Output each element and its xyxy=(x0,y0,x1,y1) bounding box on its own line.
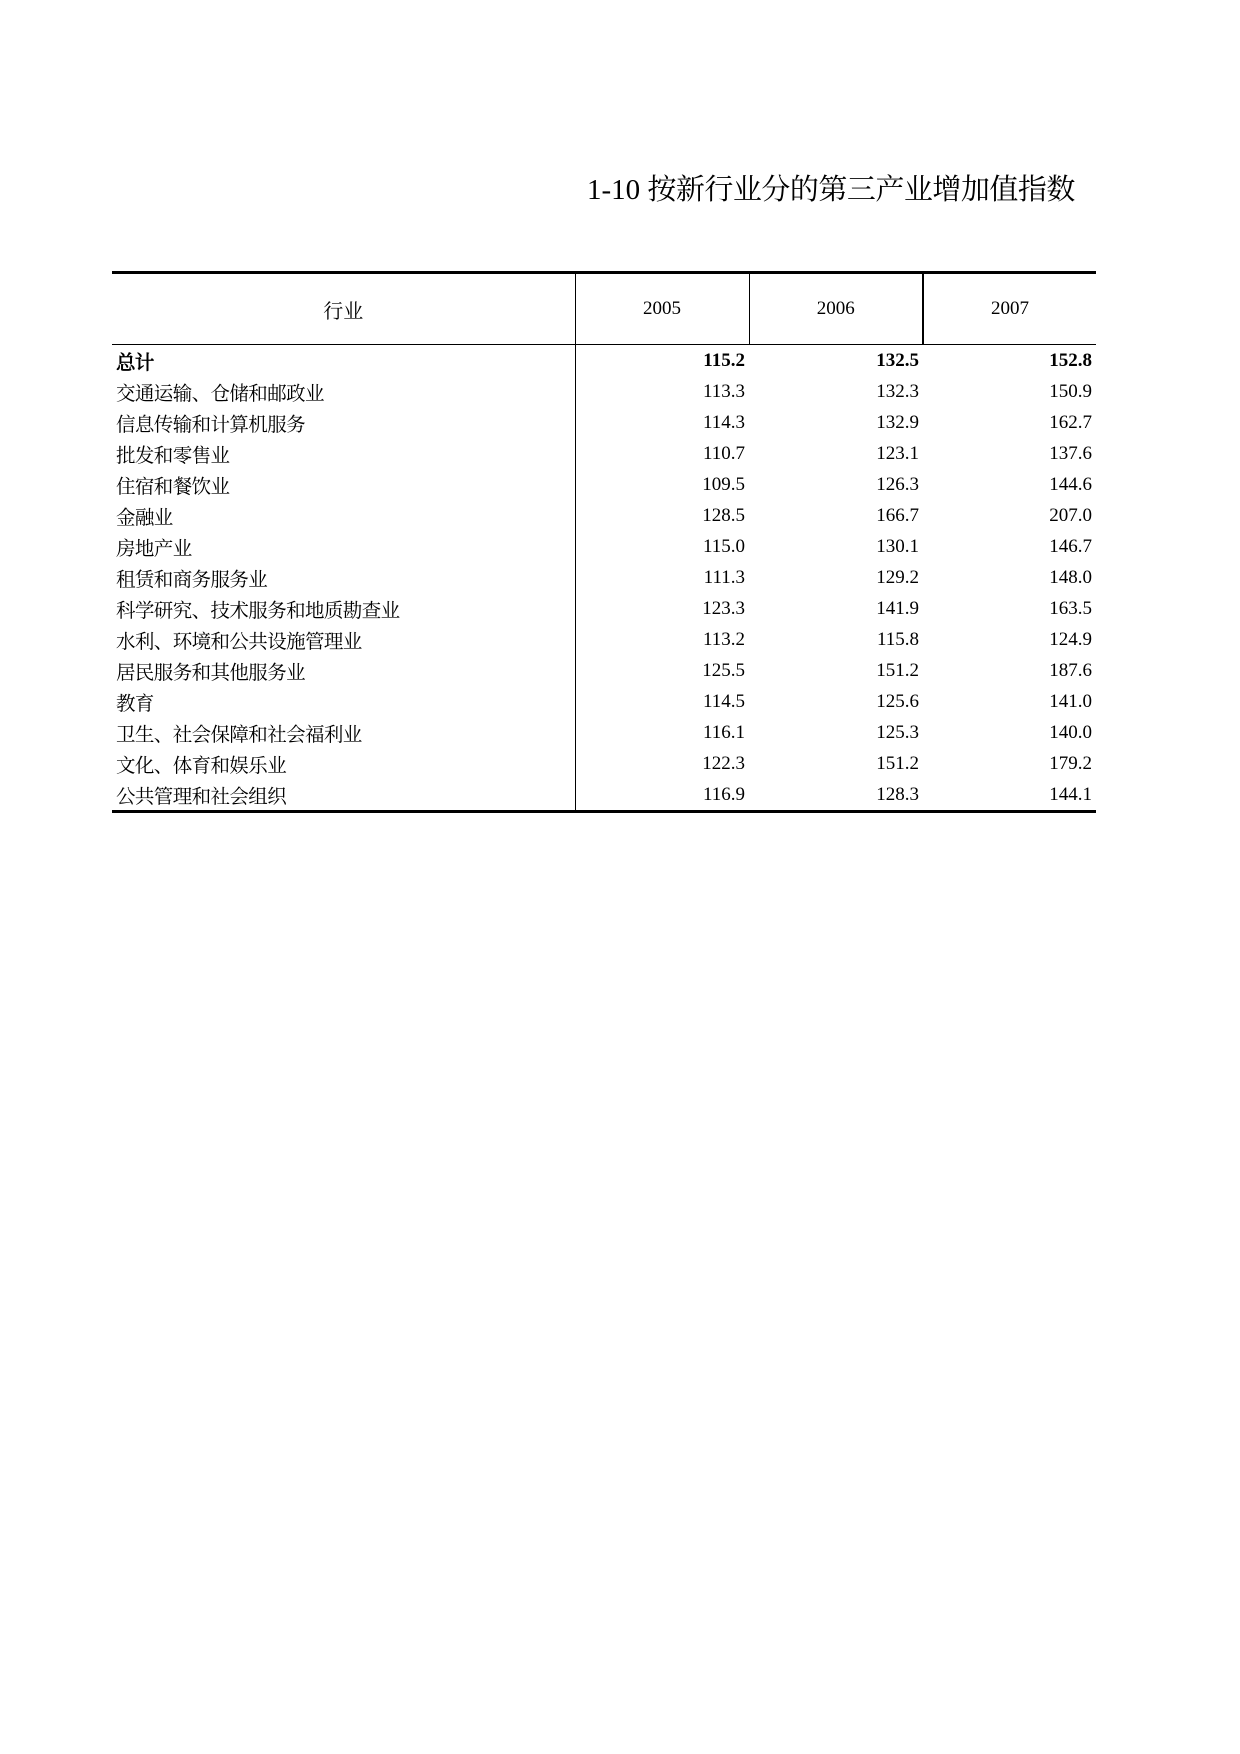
index-value: 116.9 xyxy=(575,779,749,812)
index-value: 179.2 xyxy=(1049,752,1092,774)
index-value: 166.7 xyxy=(876,504,919,526)
index-value: 123.1 xyxy=(876,442,919,464)
industry-name: 总计 xyxy=(112,345,575,377)
column-header-year: 2005 xyxy=(575,273,749,345)
industry-name: 房地产业 xyxy=(112,531,575,562)
index-value: 144.6 xyxy=(1049,473,1092,495)
index-value: 207.0 xyxy=(1049,504,1092,526)
index-value: 151.2 xyxy=(876,752,919,774)
industry-name: 居民服务和其他服务业 xyxy=(112,655,575,686)
index-value: 115.8 xyxy=(876,628,919,650)
index-value: 132.9 xyxy=(876,411,919,433)
industry-name: 水利、环境和公共设施管理业 xyxy=(112,624,575,655)
index-table xyxy=(112,271,1096,813)
industry-name: 租赁和商务服务业 xyxy=(112,562,575,593)
table-row xyxy=(112,407,1096,438)
column-header-year: 2007 xyxy=(923,273,1096,345)
index-value: 110.7 xyxy=(702,442,745,464)
industry-name: 金融业 xyxy=(112,500,575,531)
index-value: 126.3 xyxy=(876,473,919,495)
index-value: 125.3 xyxy=(876,721,919,743)
industry-name: 批发和零售业 xyxy=(112,438,575,469)
index-value: 146.7 xyxy=(1049,535,1092,557)
table-row xyxy=(112,748,1096,779)
table-row xyxy=(112,562,1096,593)
table-number: 1-10 xyxy=(587,174,641,206)
index-value: 111.3 xyxy=(703,566,745,588)
table-row xyxy=(112,438,1096,469)
index-value: 148.0 xyxy=(1049,566,1092,588)
industry-name: 住宿和餐饮业 xyxy=(112,469,575,500)
index-value: 144.1 xyxy=(923,779,1096,812)
index-table-container xyxy=(112,271,1096,813)
index-value: 122.3 xyxy=(702,752,745,774)
table-row xyxy=(112,717,1096,748)
industry-name: 教育 xyxy=(112,686,575,717)
index-value: 125.5 xyxy=(702,659,745,681)
industry-name: 信息传输和计算机服务 xyxy=(112,407,575,438)
index-value: 115.2 xyxy=(703,349,745,371)
table-row xyxy=(112,376,1096,407)
index-value: 150.9 xyxy=(1049,380,1092,402)
index-value: 162.7 xyxy=(1049,411,1092,433)
industry-name: 科学研究、技术服务和地质勘查业 xyxy=(112,593,575,624)
column-header-industry: 行业 xyxy=(112,273,575,345)
table-row xyxy=(112,686,1096,717)
table-row xyxy=(112,469,1096,500)
industry-name: 文化、体育和娱乐业 xyxy=(112,748,575,779)
index-value: 141.9 xyxy=(876,597,919,619)
table-row xyxy=(112,531,1096,562)
header-row xyxy=(112,273,1096,345)
index-value: 128.5 xyxy=(702,504,745,526)
table-row xyxy=(112,655,1096,686)
industry-name: 卫生、社会保障和社会福利业 xyxy=(112,717,575,748)
index-value: 129.2 xyxy=(876,566,919,588)
index-value: 152.8 xyxy=(1049,349,1092,371)
index-value: 140.0 xyxy=(1049,721,1092,743)
index-value: 124.9 xyxy=(1049,628,1092,650)
table-row xyxy=(112,593,1096,624)
index-value: 116.1 xyxy=(702,721,745,743)
index-value: 109.5 xyxy=(702,473,745,495)
index-value: 113.3 xyxy=(702,380,745,402)
column-header-year: 2006 xyxy=(749,273,923,345)
index-value: 187.6 xyxy=(1049,659,1092,681)
index-value: 137.6 xyxy=(1049,442,1092,464)
index-value: 132.3 xyxy=(876,380,919,402)
table-row-total xyxy=(112,345,1096,377)
index-value: 128.3 xyxy=(749,779,923,812)
table-row xyxy=(112,624,1096,655)
index-value: 130.1 xyxy=(876,535,919,557)
table-row xyxy=(112,779,1096,812)
table-title xyxy=(587,170,1075,209)
index-value: 114.5 xyxy=(702,690,745,712)
index-value: 132.5 xyxy=(876,349,919,371)
index-value: 114.3 xyxy=(702,411,745,433)
index-value: 125.6 xyxy=(876,690,919,712)
index-value: 115.0 xyxy=(702,535,745,557)
industry-name: 交通运输、仓储和邮政业 xyxy=(112,376,575,407)
index-value: 123.3 xyxy=(702,597,745,619)
index-value: 113.2 xyxy=(702,628,745,650)
table-title-text: 按新行业分的第三产业增加值指数 xyxy=(647,172,1075,206)
index-value: 141.0 xyxy=(1049,690,1092,712)
table-title-area xyxy=(112,168,1096,218)
index-value: 151.2 xyxy=(876,659,919,681)
industry-name: 公共管理和社会组织 xyxy=(112,779,575,812)
index-value: 163.5 xyxy=(1049,597,1092,619)
table-row xyxy=(112,500,1096,531)
